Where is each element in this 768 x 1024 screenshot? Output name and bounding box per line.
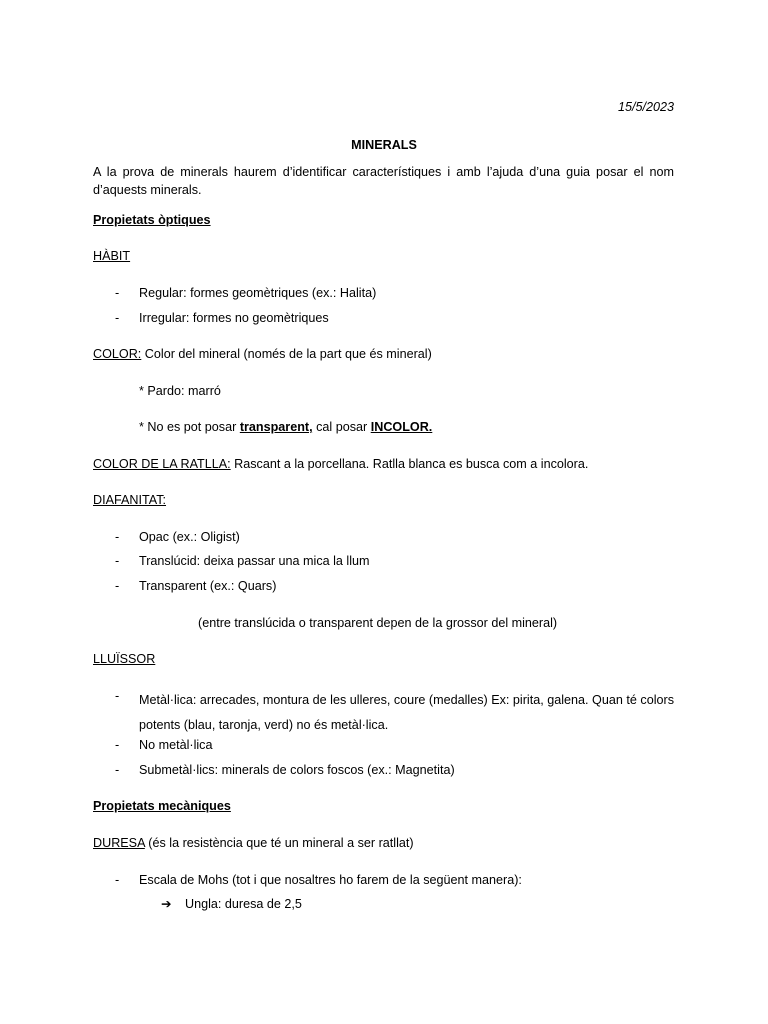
diaphaneity-item-transparent: Transparent (ex.: Quars) <box>139 579 277 593</box>
color-text: Color del mineral (només de la part que és mineral) <box>141 347 432 361</box>
note-text: * No es pot posar <box>139 420 240 434</box>
diaphaneity-label: DIAFANITAT: <box>93 493 167 507</box>
hardness-item-mohs: Escala de Mohs (tot i que nosaltres ho farem de la següent manera): <box>139 873 522 887</box>
dash-bullet: - <box>115 873 120 887</box>
note-emphasis-transparent: transparent, <box>239 420 313 434</box>
luster-item-nonmetallic: No metàl·lica <box>139 738 213 752</box>
habit-label: HÀBIT <box>93 249 131 263</box>
color-note-pardo: * Pardo: marró <box>139 384 221 398</box>
luster-label: LLUÏSSOR <box>93 652 156 666</box>
hardness-subitem-nail: Ungla: duresa de 2,5 <box>185 897 302 911</box>
streak-line <box>93 456 588 473</box>
dash-bullet: - <box>115 554 120 568</box>
arrow-right-icon: ➔ <box>161 897 172 911</box>
document-title: MINERALS <box>351 138 417 152</box>
note-emphasis-incolor: INCOLOR. <box>370 420 433 434</box>
dash-bullet: - <box>115 579 120 593</box>
optical-properties-heading: Propietats òptiques <box>93 213 211 227</box>
hardness-line <box>93 835 414 852</box>
color-label: COLOR: <box>93 347 142 361</box>
hardness-label: DURESA <box>93 836 145 850</box>
streak-label: COLOR DE LA RATLLA: <box>93 457 231 471</box>
luster-item-submetallic: Submetàl·lics: minerals de colors foscos (ex.: Magnetita) <box>139 763 455 777</box>
dash-bullet: - <box>115 763 120 777</box>
dash-bullet: - <box>115 530 120 544</box>
streak-text: Rascant a la porcellana. Ratlla blanca es busca com a incolora. <box>230 457 589 471</box>
mechanical-properties-heading: Propietats mecàniques <box>93 799 231 813</box>
diaphaneity-note: (entre translúcida o transparent depen de la grossor del mineral) <box>198 616 558 630</box>
habit-item-regular: Regular: formes geomètriques (ex.: Halita) <box>139 286 377 300</box>
hardness-text: (és la resistència que té un mineral a ser ratllat) <box>144 836 414 850</box>
color-note-incolor <box>139 419 432 436</box>
luster-item-metallic: Metàl·lica: arrecades, montura de les ulleres, coure (medalles) Ex: pirita, galena. Quan té colors potents (blau, taronja, verd) no és metàl·lica. <box>139 693 674 732</box>
habit-item-irregular: Irregular: formes no geomètriques <box>139 311 329 325</box>
document-date: 15/5/2023 <box>617 100 674 114</box>
color-line <box>93 346 432 363</box>
dash-bullet: - <box>115 286 120 300</box>
intro-paragraph: A la prova de minerals haurem d’identificar característiques i amb l’ajuda d’una guia posar el nom d’aquests minerals. <box>93 165 674 197</box>
diaphaneity-item-translucid: Translúcid: deixa passar una mica la llum <box>139 554 370 568</box>
dash-bullet: - <box>115 689 120 703</box>
diaphaneity-item-opac: Opac (ex.: Oligist) <box>139 530 240 544</box>
dash-bullet: - <box>115 738 120 752</box>
note-text: cal posar <box>312 420 371 434</box>
dash-bullet: - <box>115 311 120 325</box>
